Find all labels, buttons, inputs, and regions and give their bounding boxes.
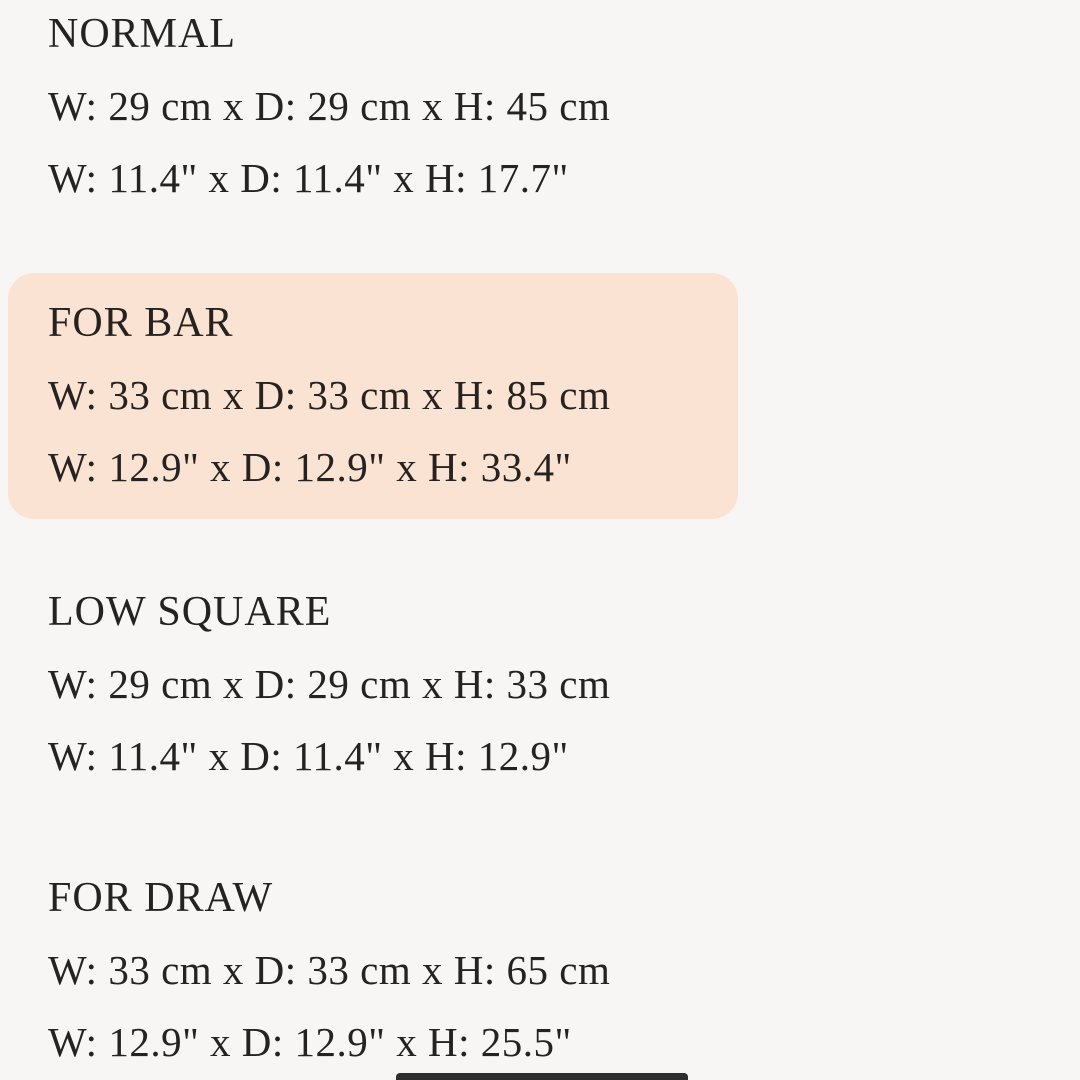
dimensions-imperial: W: 12.9" x D: 12.9" x H: 33.4" (48, 444, 572, 490)
size-section-title: FOR BAR (48, 300, 234, 346)
home-indicator-bar[interactable] (396, 1073, 688, 1080)
size-section-low-square (8, 562, 738, 808)
dimensions-metric: W: 33 cm x D: 33 cm x H: 85 cm (48, 372, 611, 418)
size-section-for-bar (8, 273, 738, 519)
size-section-title: FOR DRAW (48, 875, 274, 921)
dimensions-metric: W: 29 cm x D: 29 cm x H: 33 cm (48, 661, 611, 707)
dimensions-metric: W: 29 cm x D: 29 cm x H: 45 cm (48, 83, 611, 129)
size-section-normal (8, 0, 738, 230)
size-section-title: LOW SQUARE (48, 589, 332, 635)
size-section-title: NORMAL (48, 11, 237, 57)
dimensions-imperial: W: 11.4" x D: 11.4" x H: 17.7" (48, 155, 569, 201)
dimensions-imperial: W: 11.4" x D: 11.4" x H: 12.9" (48, 733, 569, 779)
dimensions-imperial: W: 12.9" x D: 12.9" x H: 25.5" (48, 1019, 572, 1065)
size-section-for-draw (8, 848, 738, 1080)
dimensions-metric: W: 33 cm x D: 33 cm x H: 65 cm (48, 947, 611, 993)
